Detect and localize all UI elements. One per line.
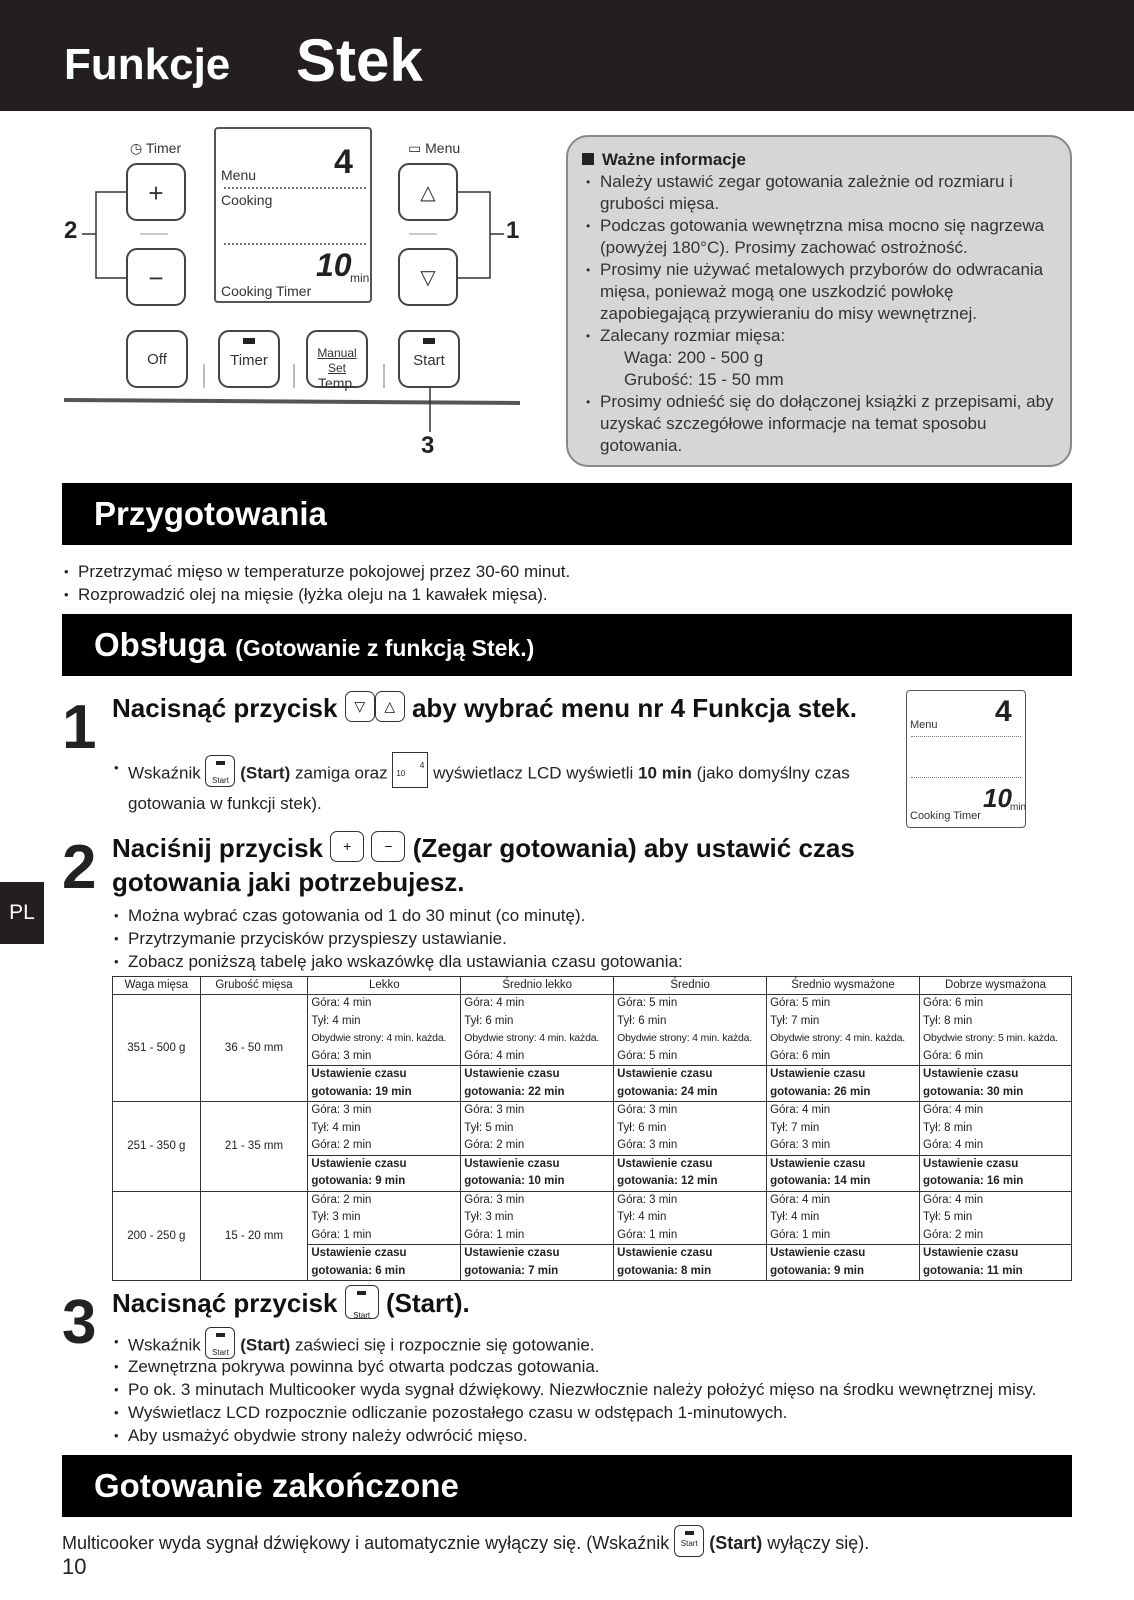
steps-cell [614,1102,767,1156]
step-line: Góra: 3 min [464,1104,525,1116]
step-line: Tył: 4 min [617,1211,667,1223]
steps-cell [308,995,461,1066]
info-item: • Prosimy nie używać metalowych przyborów do odwracania mięsa, ponieważ mogą one uszkodzić powłokę zapobiegającą przywieraniu do misy wewnętrznej. [582,259,1056,325]
step-line: Góra: 6 min [923,997,984,1009]
step-line: Góra: 5 min [617,1049,678,1062]
step-line: Góra: 3 min [311,1104,372,1116]
step-line: Tył: 3 min [464,1211,514,1223]
set-time-cell: Ustawienie czasu gotowania: 14 min [767,1155,920,1191]
list-item: • Przytrzymanie przycisków przyspieszy ustawianie. [112,927,1062,950]
list-item: • Wyświetlacz LCD rozpocznie odliczanie pozostałego czasu w odstępach 1-minutowych. [112,1401,1087,1424]
table-header-row [113,977,1072,995]
step-line: Tył: 3 min [311,1211,361,1223]
callout-1: 1 [506,217,520,244]
step-line: Tył: 6 min [617,1014,667,1027]
step-line: Góra: 6 min [923,1049,984,1062]
step-line: Obydwie strony: 4 min. każda. [617,1032,753,1044]
section-cooking-finished: Gotowanie zakończone [62,1455,1072,1517]
set-time-cell: Ustawienie czasu gotowania: 19 min [308,1066,461,1102]
step-2-list [112,904,1062,973]
title-functions: Funkcje [64,40,231,89]
step-line: Góra: 2 min [311,1139,372,1151]
step-line: Tył: 4 min [770,1211,820,1223]
steps-cell [614,1191,767,1245]
step-line: Tył: 5 min [923,1211,973,1223]
lcd-cooking-label: Cooking [221,192,273,208]
list-item: • Można wybrać czas gotowania od 1 do 30 minut (co minutę). [112,904,1062,927]
step-line: Obydwie strony: 4 min. każda. [770,1032,905,1044]
step-line: Tył: 8 min [923,1121,973,1134]
weight-cell: 251 - 350 g [113,1102,201,1192]
finished-text: Multicooker wyda sygnał dźwiękowy i automatycznie wyłączy się. (Wskaźnik Start (Start) wyłączy się). [62,1528,1072,1560]
set-time-cell: Ustawienie czasu gotowania: 12 min [614,1155,767,1191]
steps-cell [767,995,920,1066]
step-line: Góra: 5 min [617,997,678,1009]
table-row [113,1191,1072,1245]
step-line: Tył: 5 min [464,1121,514,1134]
step-2-number: 2 [62,833,97,902]
info-thickness: Grubość: 15 - 50 mm [624,370,784,389]
plus-key-icon: + [330,831,364,862]
set-time-cell: Ustawienie czasu gotowania: 9 min [308,1155,461,1191]
step-3-list [112,1355,1087,1447]
weight-cell: 351 - 500 g [113,995,201,1102]
callout-2: 2 [64,217,78,244]
set-time-cell: Ustawienie czasu gotowania: 24 min [614,1066,767,1102]
lcd-unit: min [350,271,370,285]
menu-up-button[interactable]: △ [398,163,458,221]
steps-cell [308,1102,461,1156]
off-button[interactable]: Off [126,330,188,388]
manual-set-temp-button[interactable]: Manual Set Temp. [306,330,368,388]
set-time-cell: Ustawienie czasu gotowania: 30 min [920,1066,1072,1102]
set-time-cell: Ustawienie czasu gotowania: 16 min [920,1155,1072,1191]
step-1-number: 1 [62,693,97,762]
prep-list [62,560,1062,606]
table-header: Grubość mięsa [200,977,308,995]
list-item: • Po ok. 3 minutach Multicooker wyda sygnał dźwiękowy. Niezwłocznie należy położyć mięso na środku wewnętrznej misy. [112,1378,1087,1401]
set-time-cell: Ustawienie czasu gotowania: 8 min [614,1245,767,1281]
thickness-cell: 36 - 50 mm [200,995,308,1102]
set-time-cell: Ustawienie czasu gotowania: 10 min [461,1155,614,1191]
step-line: Góra: 4 min [770,1104,831,1116]
list-item: • Rozprowadzić olej na mięsie (łyżka oleju na 1 kawałek mięsa). [62,583,1062,606]
section-preparation: Przygotowania [62,483,1072,545]
set-time-cell: Ustawienie czasu gotowania: 11 min [920,1245,1072,1281]
table-header: Średnio wysmażone [767,977,920,995]
step-line: Góra: 4 min [770,1193,831,1206]
table-header: Średnio [614,977,767,995]
steps-cell [920,1191,1072,1245]
step-line: Góra: 3 min [464,1193,525,1206]
step-line: Góra: 3 min [311,1049,372,1062]
up-key-icon: △ [375,691,405,722]
step-line: Tył: 7 min [770,1121,820,1134]
language-tab-pl: PL [0,882,44,944]
info-item: • Prosimy odnieść się do dołączonej książki z przepisami, aby uzyskać szczegółowe informacje na temat sposobu gotowania. [582,391,1056,457]
set-time-cell: Ustawienie czasu gotowania: 6 min [308,1245,461,1281]
step-1-heading: Nacisnąć przycisk ▽ △ aby wybrać menu nr 4 Funkcja stek. [112,692,902,726]
step-3-bullet-start: • Wskaźnik Start (Start) zaświeci się i rozpocznie się gotowanie. [112,1330,1072,1362]
lcd-display [214,127,372,303]
page-number: 10 [62,1554,87,1579]
set-time-cell: Ustawienie czasu gotowania: 26 min [767,1066,920,1102]
step-line: Góra: 3 min [617,1104,678,1116]
step-line: Góra: 2 min [464,1139,525,1151]
step-line: Tył: 6 min [464,1014,514,1027]
steps-cell [767,1102,920,1156]
section-operation: Obsługa (Gotowanie z funkcją Stek.) [62,614,1072,676]
step-line: Góra: 2 min [923,1228,984,1241]
thickness-cell: 15 - 20 mm [200,1191,308,1281]
steps-cell [920,1102,1072,1156]
title-steak: Stek [296,27,423,94]
steps-cell [461,1102,614,1156]
steps-cell [308,1191,461,1245]
info-item: • Należy ustawić zegar gotowania zależnie od rozmiaru i grubości mięsa. [582,171,1056,215]
menu-down-button[interactable]: ▽ [398,248,458,306]
steps-cell [461,1191,614,1245]
menu-label: ▭ Menu [408,140,461,156]
lcd-menu-label: Menu [221,167,257,183]
step-line: Góra: 4 min [923,1139,984,1151]
step-line: Góra: 1 min [617,1228,678,1241]
step-line: Góra: 6 min [770,1049,831,1062]
table-row [113,995,1072,1066]
title-bar [0,0,1134,111]
start-key-icon: Start [205,1327,235,1359]
table-header: Lekko [308,977,461,995]
step-line: Góra: 4 min [311,997,372,1009]
step-line: Tył: 6 min [617,1121,667,1134]
step-3-number: 3 [62,1288,97,1357]
step-line: Obydwie strony: 4 min. każda. [311,1032,447,1044]
steps-cell [767,1191,920,1245]
steps-cell [920,995,1072,1066]
lcd-time: 10 [316,247,352,283]
info-heading: Ważne informacje [582,149,1056,171]
list-item: • Aby usmażyć obydwie strony należy odwrócić mięso. [112,1424,1087,1447]
minus-key-icon: − [371,831,405,862]
start-button[interactable]: Start [398,330,460,388]
info-item: • Zalecany rozmiar mięsa: [582,325,1056,347]
step-line: Góra: 3 min [617,1193,678,1206]
lcd-menu-number: 4 [334,143,353,181]
info-item: • Podczas gotowania wewnętrzna misa mocno się nagrzewa (powyżej 180°C). Prosimy zachować ostrożność. [582,215,1056,259]
set-time-cell: Ustawienie czasu gotowania: 22 min [461,1066,614,1102]
control-panel-illustration [64,120,534,480]
weight-cell: 200 - 250 g [113,1191,201,1281]
step-line: Góra: 1 min [770,1228,831,1241]
step-line: Góra: 4 min [923,1193,984,1206]
table-header: Średnio lekko [461,977,614,995]
steps-cell [461,995,614,1066]
mini-lcd-icon: 4 10 [392,752,428,788]
step-line: Góra: 3 min [770,1139,831,1151]
step-line: Tył: 4 min [311,1014,361,1027]
steps-cell [614,995,767,1066]
table-header: Waga mięsa [113,977,201,995]
step-line: Tył: 4 min [311,1121,361,1134]
table-row [113,1102,1072,1156]
step-1-bullet: • Wskaźnik Start (Start) zamiga oraz 4 10 wyświetlacz LCD wyświetli 10 min (jako domyślny czas gotowania w funkcji stek). [112,756,902,816]
timer-button[interactable]: Timer [218,330,280,388]
callout-3: 3 [421,432,435,459]
step-line: Góra: 1 min [311,1228,372,1241]
step-line: Góra: 1 min [464,1228,525,1241]
step-line: Góra: 3 min [617,1139,678,1151]
start-key-icon: Start [345,1285,379,1319]
step-line: Tył: 7 min [770,1014,820,1027]
down-key-icon: ▽ [345,691,375,722]
step-line: Góra: 5 min [770,997,831,1009]
start-key-icon: Start [205,755,235,787]
step-line: Góra: 4 min [923,1104,984,1116]
step-3-heading: Nacisnąć przycisk Start (Start). [112,1287,912,1322]
step-line: Góra: 2 min [311,1193,372,1206]
timer-minus-button[interactable]: − [126,248,186,306]
list-item: • Zewnętrzna pokrywa powinna być otwarta podczas gotowania. [112,1355,1087,1378]
step-line: Obydwie strony: 4 min. każda. [464,1032,600,1044]
step-2-heading: Naciśnij przycisk + − (Zegar gotowania) aby ustawić czas gotowania jaki potrzebujesz. [112,832,952,899]
timer-label: ◷ Timer [130,140,182,156]
list-item: • Przetrzymać mięso w temperaturze pokojowej przez 30-60 minut. [62,560,1062,583]
step-1-lcd: Menu 4 10 min Cooking Timer [906,690,1026,828]
important-info-box [566,135,1072,467]
start-key-icon: Start [674,1525,704,1557]
step-line: Góra: 4 min [464,997,525,1009]
step-line: Tył: 8 min [923,1014,973,1027]
thickness-cell: 21 - 35 mm [200,1102,308,1192]
set-time-cell: Ustawienie czasu gotowania: 9 min [767,1245,920,1281]
table-header: Dobrze wysmażona [920,977,1072,995]
list-item: • Zobacz poniższą tabelę jako wskazówkę dla ustawiania czasu gotowania: [112,950,1062,973]
cooking-time-table [112,976,1072,1281]
set-time-cell: Ustawienie czasu gotowania: 7 min [461,1245,614,1281]
step-line: Góra: 4 min [464,1049,525,1062]
step-line: Obydwie strony: 5 min. każda. [923,1032,1058,1044]
lcd-cooking-timer-label: Cooking Timer [221,283,312,299]
timer-plus-button[interactable]: + [126,163,186,221]
info-weight: Waga: 200 - 500 g [624,348,764,367]
